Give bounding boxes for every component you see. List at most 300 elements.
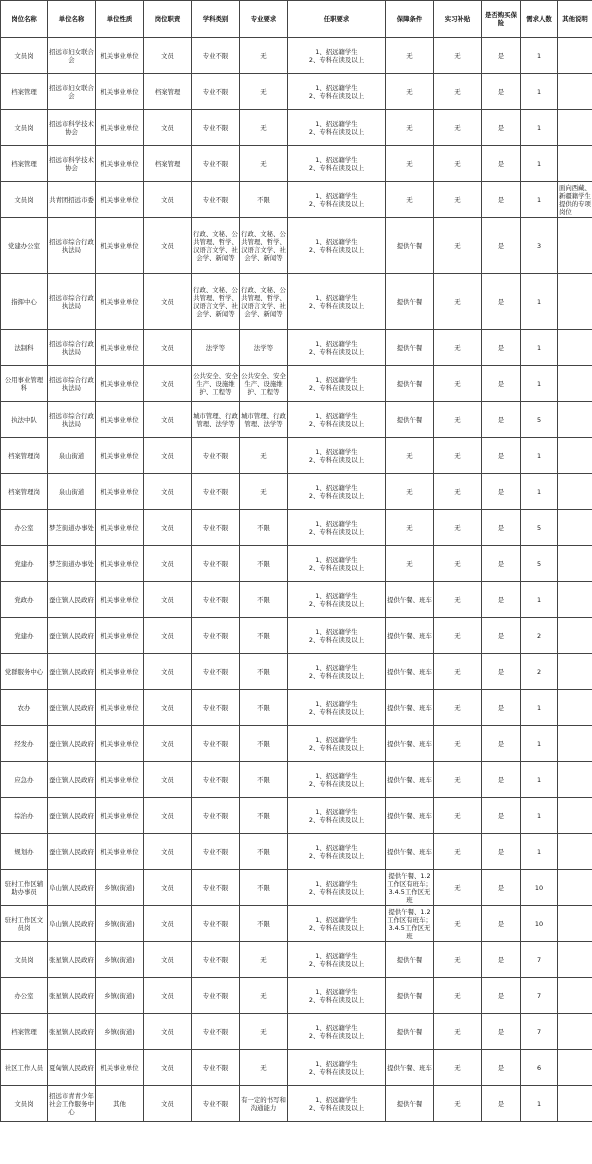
table-cell: 无	[434, 546, 482, 582]
table-cell	[558, 330, 592, 366]
table-cell: 是	[482, 474, 521, 510]
table-cell: 无	[434, 218, 482, 274]
table-cell: 提供午餐	[386, 218, 434, 274]
table-cell: 阜山镇人民政府	[48, 870, 96, 906]
table-cell: 乡镇(街道)	[96, 1014, 144, 1050]
table-cell: 无	[434, 182, 482, 218]
table-cell: 提供午餐、班车	[386, 834, 434, 870]
table-cell: 1、招远籍学生 2、专科在读及以上	[288, 274, 386, 330]
table-cell: 专业不限	[192, 870, 240, 906]
column-header: 单位性质	[96, 1, 144, 38]
table-cell: 5	[521, 402, 558, 438]
table-cell	[558, 1086, 592, 1122]
table-cell: 1、招远籍学生 2、专科在读及以上	[288, 582, 386, 618]
table-cell: 提供午餐	[386, 1086, 434, 1122]
table-cell: 不限	[240, 654, 288, 690]
table-cell: 无	[240, 146, 288, 182]
table-row	[1, 978, 592, 1014]
table-cell: 1、招远籍学生 2、专科在读及以上	[288, 330, 386, 366]
table-cell	[558, 942, 592, 978]
table-cell: 提供午餐	[386, 978, 434, 1014]
table-row	[1, 110, 592, 146]
table-cell: 驻村工作区辅助办事员	[1, 870, 48, 906]
table-cell: 无	[386, 474, 434, 510]
table-cell: 蚕庄镇人民政府	[48, 762, 96, 798]
table-cell: 1、招远籍学生 2、专科在读及以上	[288, 690, 386, 726]
table-cell: 不限	[240, 510, 288, 546]
column-header: 需求人数	[521, 1, 558, 38]
table-cell: 1、招远籍学生 2、专科在读及以上	[288, 74, 386, 110]
table-row	[1, 510, 592, 546]
table-cell: 提供午餐	[386, 274, 434, 330]
table-cell: 1、招远籍学生 2、专科在读及以上	[288, 834, 386, 870]
table-header	[1, 1, 592, 38]
table-cell: 文员	[144, 726, 192, 762]
table-cell: 是	[482, 546, 521, 582]
column-header: 岗位名称	[1, 1, 48, 38]
table-cell	[558, 834, 592, 870]
table-cell: 文员	[144, 510, 192, 546]
table-cell: 1、招远籍学生 2、专科在读及以上	[288, 110, 386, 146]
table-cell: 1	[521, 366, 558, 402]
table-cell: 2	[521, 618, 558, 654]
table-cell: 文员	[144, 438, 192, 474]
table-cell: 文员	[144, 1050, 192, 1086]
table-cell: 机关事业单位	[96, 690, 144, 726]
table-cell: 1	[521, 146, 558, 182]
table-cell	[558, 546, 592, 582]
table-cell: 文员	[144, 366, 192, 402]
table-cell: 提供午餐、班车	[386, 726, 434, 762]
table-cell: 档案管理	[144, 146, 192, 182]
table-cell: 是	[482, 654, 521, 690]
table-cell: 专业不限	[192, 978, 240, 1014]
table-cell: 是	[482, 1086, 521, 1122]
table-cell: 党建办	[1, 546, 48, 582]
table-cell: 机关事业单位	[96, 762, 144, 798]
table-cell: 阜山镇人民政府	[48, 906, 96, 942]
table-row	[1, 182, 592, 218]
table-cell: 1	[521, 834, 558, 870]
table-cell: 文员	[144, 870, 192, 906]
table-cell	[558, 762, 592, 798]
table-cell	[558, 74, 592, 110]
table-cell: 提供午餐	[386, 366, 434, 402]
table-cell: 不限	[240, 762, 288, 798]
table-cell: 无	[386, 38, 434, 74]
table-cell: 是	[482, 510, 521, 546]
table-cell: 无	[434, 438, 482, 474]
table-cell: 机关事业单位	[96, 218, 144, 274]
table-cell: 专业不限	[192, 834, 240, 870]
table-cell: 招远市综合行政执法局	[48, 218, 96, 274]
table-cell: 机关事业单位	[96, 74, 144, 110]
table-cell: 法学等	[240, 330, 288, 366]
table-cell: 提供午餐	[386, 942, 434, 978]
table-cell: 专业不限	[192, 182, 240, 218]
table-cell: 专业不限	[192, 942, 240, 978]
table-cell: 不限	[240, 182, 288, 218]
table-cell: 1、招远籍学生 2、专科在读及以上	[288, 942, 386, 978]
table-cell: 无	[434, 146, 482, 182]
table-cell: 无	[434, 274, 482, 330]
table-cell: 无	[386, 182, 434, 218]
table-cell: 文员	[144, 474, 192, 510]
table-cell: 专业不限	[192, 146, 240, 182]
table-cell: 专业不限	[192, 654, 240, 690]
table-cell: 不限	[240, 726, 288, 762]
table-row	[1, 726, 592, 762]
table-cell: 提供午餐、1.2工作区有班车；3.4.5工作区无班	[387, 907, 432, 940]
table-cell: 机关事业单位	[96, 798, 144, 834]
table-cell: 档案管理	[1, 74, 48, 110]
table-cell: 蚕庄镇人民政府	[48, 834, 96, 870]
table-cell: 无	[434, 978, 482, 1014]
table-cell: 无	[434, 110, 482, 146]
table-cell: 是	[482, 870, 521, 906]
table-cell: 1	[521, 690, 558, 726]
table-cell: 机关事业单位	[96, 1050, 144, 1086]
table-cell: 是	[482, 762, 521, 798]
table-cell: 招远市科学技术协会	[48, 146, 96, 182]
table-row	[1, 1050, 592, 1086]
table-cell: 机关事业单位	[96, 330, 144, 366]
table-row	[1, 870, 592, 906]
table-cell: 文员岗	[1, 942, 48, 978]
table-cell: 无	[434, 510, 482, 546]
table-cell: 文员	[144, 834, 192, 870]
table-cell: 提供午餐、班车	[386, 798, 434, 834]
table-cell: 机关事业单位	[96, 474, 144, 510]
table-cell: 专业不限	[192, 1014, 240, 1050]
table-cell: 经发办	[1, 726, 48, 762]
table-row	[1, 546, 592, 582]
table-cell: 文员	[144, 38, 192, 74]
table-cell: 是	[482, 726, 521, 762]
table-cell	[558, 474, 592, 510]
column-header: 单位名称	[48, 1, 96, 38]
table-cell: 社区工作人员	[1, 1050, 48, 1086]
column-header: 保障条件	[386, 1, 434, 38]
table-cell: 综治办	[1, 798, 48, 834]
table-cell: 规划办	[1, 834, 48, 870]
table-cell: 1、招远籍学生 2、专科在读及以上	[288, 654, 386, 690]
table-cell: 10	[521, 906, 558, 942]
table-cell: 无	[434, 474, 482, 510]
table-cell: 1、招远籍学生 2、专科在读及以上	[288, 182, 386, 218]
table-cell: 档案管理岗	[1, 474, 48, 510]
table-cell: 专业不限	[192, 798, 240, 834]
table-cell: 1、招远籍学生 2、专科在读及以上	[288, 402, 386, 438]
table-cell	[558, 110, 592, 146]
table-cell: 无	[434, 366, 482, 402]
table-cell	[558, 1050, 592, 1086]
table-cell: 是	[482, 1014, 521, 1050]
table-cell: 乡镇(街道)	[96, 906, 144, 942]
table-cell	[558, 798, 592, 834]
table-cell: 专业不限	[192, 110, 240, 146]
table-cell: 党政办	[1, 582, 48, 618]
table-cell: 1、招远籍学生 2、专科在读及以上	[288, 1050, 386, 1086]
table-cell: 招远市综合行政执法局	[48, 330, 96, 366]
column-header: 是否购买保险	[482, 1, 521, 38]
table-cell: 法制科	[1, 330, 48, 366]
table-cell: 是	[482, 38, 521, 74]
table-cell: 机关事业单位	[96, 726, 144, 762]
table-cell: 1	[521, 110, 558, 146]
table-cell: 2	[521, 654, 558, 690]
table-cell: 专业不限	[192, 690, 240, 726]
table-cell: 是	[482, 906, 521, 942]
table-cell	[558, 906, 592, 942]
table-cell: 文员	[144, 582, 192, 618]
table-cell: 1、招远籍学生 2、专科在读及以上	[288, 798, 386, 834]
table-cell: 不限	[240, 546, 288, 582]
table-cell: 文员岗	[1, 38, 48, 74]
table-cell	[558, 218, 592, 274]
table-cell: 蚕庄镇人民政府	[48, 690, 96, 726]
table-body	[1, 38, 592, 1122]
table-cell: 是	[482, 146, 521, 182]
table-row	[1, 330, 592, 366]
table-cell: 执法中队	[1, 402, 48, 438]
table-cell: 1	[521, 74, 558, 110]
table-cell: 1、招远籍学生 2、专科在读及以上	[288, 1086, 386, 1122]
table-cell: 1、招远籍学生 2、专科在读及以上	[288, 474, 386, 510]
table-cell: 1	[521, 438, 558, 474]
table-cell: 档案管理	[144, 74, 192, 110]
table-cell: 面向西藏、新疆籍学生提供的专项岗位	[559, 183, 591, 216]
table-cell: 公共安全、安全生产、设施维护、工程等	[240, 366, 288, 402]
table-cell: 机关事业单位	[96, 402, 144, 438]
table-cell: 1	[521, 474, 558, 510]
table-row	[1, 74, 592, 110]
table-cell: 提供午餐、班车	[386, 1050, 434, 1086]
table-cell: 机关事业单位	[96, 582, 144, 618]
table-cell: 机关事业单位	[96, 182, 144, 218]
table-cell: 是	[482, 330, 521, 366]
table-cell: 蚕庄镇人民政府	[48, 582, 96, 618]
table-row	[1, 618, 592, 654]
table-cell: 夏甸镇人民政府	[48, 1050, 96, 1086]
table-cell: 无	[386, 146, 434, 182]
table-cell: 机关事业单位	[96, 618, 144, 654]
header-row	[1, 1, 592, 38]
table-cell: 提供午餐、班车	[386, 690, 434, 726]
table-cell: 无	[434, 690, 482, 726]
table-cell: 无	[386, 546, 434, 582]
table-cell: 党建办	[1, 618, 48, 654]
table-cell	[558, 38, 592, 74]
table-cell: 是	[482, 1050, 521, 1086]
table-cell	[558, 510, 592, 546]
table-cell: 专业不限	[192, 438, 240, 474]
table-cell: 文员	[144, 654, 192, 690]
table-cell: 提供午餐、1.2工作区有班车；3.4.5工作区无班	[387, 871, 432, 904]
table-cell: 文员	[144, 330, 192, 366]
table-cell: 1、招远籍学生 2、专科在读及以上	[288, 38, 386, 74]
table-cell: 无	[434, 942, 482, 978]
table-cell: 不限	[240, 834, 288, 870]
table-cell: 文员	[144, 942, 192, 978]
table-cell: 1	[521, 726, 558, 762]
table-cell: 无	[386, 510, 434, 546]
table-cell: 乡镇(街道)	[96, 870, 144, 906]
table-cell: 文员岗	[1, 110, 48, 146]
table-cell	[558, 978, 592, 1014]
table-cell: 机关事业单位	[96, 834, 144, 870]
table-cell: 专业不限	[192, 1086, 240, 1122]
table-cell: 机关事业单位	[96, 110, 144, 146]
table-cell: 乡镇(街道)	[96, 942, 144, 978]
table-row	[1, 690, 592, 726]
table-cell: 1、招远籍学生 2、专科在读及以上	[288, 546, 386, 582]
table-cell: 文员	[144, 1014, 192, 1050]
table-cell: 提供午餐、班车	[386, 762, 434, 798]
table-cell: 1	[521, 1086, 558, 1122]
table-cell: 1、招远籍学生 2、专科在读及以上	[288, 510, 386, 546]
table-cell: 机关事业单位	[96, 366, 144, 402]
table-cell: 不限	[240, 690, 288, 726]
table-cell: 1、招远籍学生 2、专科在读及以上	[288, 762, 386, 798]
table-cell: 无	[386, 438, 434, 474]
table-cell: 是	[482, 110, 521, 146]
table-cell: 乡镇(街道)	[96, 978, 144, 1014]
table-cell: 1	[521, 38, 558, 74]
table-cell: 蚕庄镇人民政府	[48, 726, 96, 762]
table-row	[1, 834, 592, 870]
table-cell: 蚕庄镇人民政府	[48, 798, 96, 834]
table-cell: 文员	[144, 402, 192, 438]
table-cell: 文员	[144, 618, 192, 654]
table-cell: 无	[434, 834, 482, 870]
table-cell: 驻村工作区文员岗	[1, 906, 48, 942]
table-cell: 城市管理、行政管理、法学等	[240, 402, 288, 438]
table-cell: 机关事业单位	[96, 274, 144, 330]
table-cell: 不限	[240, 798, 288, 834]
table-cell: 文员	[144, 110, 192, 146]
table-cell: 是	[482, 618, 521, 654]
table-cell: 机关事业单位	[96, 510, 144, 546]
table-cell	[558, 274, 592, 330]
table-row	[1, 762, 592, 798]
table-cell: 无	[434, 1050, 482, 1086]
table-cell: 是	[482, 978, 521, 1014]
table-cell: 提供午餐	[386, 402, 434, 438]
table-cell: 6	[521, 1050, 558, 1086]
table-cell: 10	[521, 870, 558, 906]
table-cell: 无	[434, 726, 482, 762]
column-header: 岗位职责	[144, 1, 192, 38]
table-cell: 7	[521, 1014, 558, 1050]
table-cell: 无	[386, 74, 434, 110]
table-row	[1, 654, 592, 690]
table-cell: 无	[434, 618, 482, 654]
table-row	[1, 1086, 592, 1122]
table-row	[1, 402, 592, 438]
table-cell	[558, 870, 592, 906]
column-header: 任职要求	[288, 1, 386, 38]
table-cell: 无	[386, 110, 434, 146]
table-cell: 1	[521, 582, 558, 618]
table-cell	[558, 366, 592, 402]
table-cell: 无	[240, 38, 288, 74]
table-cell: 蚕庄镇人民政府	[48, 654, 96, 690]
table-cell: 专业不限	[192, 726, 240, 762]
table-row	[1, 906, 592, 942]
table-cell	[558, 582, 592, 618]
table-cell: 应急办	[1, 762, 48, 798]
table-cell: 梦芝街道办事处	[48, 510, 96, 546]
table-cell: 法学等	[192, 330, 240, 366]
table-cell: 1	[521, 330, 558, 366]
table-cell: 1、招远籍学生 2、专科在读及以上	[288, 618, 386, 654]
table-cell: 档案管理岗	[1, 438, 48, 474]
table-cell: 专业不限	[192, 74, 240, 110]
table-cell: 机关事业单位	[96, 438, 144, 474]
table-row	[1, 218, 592, 274]
table-cell: 张星镇人民政府	[48, 942, 96, 978]
table-cell: 无	[434, 38, 482, 74]
table-row	[1, 798, 592, 834]
table-cell: 招远市科学技术协会	[48, 110, 96, 146]
table-cell: 无	[434, 402, 482, 438]
table-row	[1, 438, 592, 474]
table-cell: 档案管理	[1, 146, 48, 182]
table-cell	[558, 402, 592, 438]
table-cell: 提供午餐、班车	[386, 618, 434, 654]
table-cell: 专业不限	[192, 762, 240, 798]
table-cell: 城市管理、行政管理、法学等	[192, 402, 240, 438]
table-cell	[558, 1014, 592, 1050]
column-header: 专业要求	[240, 1, 288, 38]
table-cell: 是	[482, 798, 521, 834]
table-cell: 1、招远籍学生 2、专科在读及以上	[288, 218, 386, 274]
table-row	[1, 582, 592, 618]
table-cell: 机关事业单位	[96, 546, 144, 582]
table-cell: 文员	[144, 546, 192, 582]
table-cell: 公用事业管理科	[1, 366, 48, 402]
table-cell: 是	[482, 218, 521, 274]
table-cell: 行政、文秘、公共管理、哲学、汉语言文学、社会学、新闻等	[192, 218, 240, 274]
table-cell: 党建办公室	[1, 218, 48, 274]
table-cell: 专业不限	[192, 510, 240, 546]
table-cell: 1	[521, 274, 558, 330]
table-cell: 文员	[144, 182, 192, 218]
table-cell: 文员	[144, 978, 192, 1014]
table-cell: 文员	[144, 762, 192, 798]
table-cell: 是	[482, 834, 521, 870]
table-cell: 无	[434, 762, 482, 798]
table-cell: 张星镇人民政府	[48, 978, 96, 1014]
table-cell: 是	[482, 942, 521, 978]
table-cell: 泉山街道	[48, 474, 96, 510]
table-row	[1, 474, 592, 510]
table-cell: 无	[434, 1086, 482, 1122]
table-cell	[558, 146, 592, 182]
table-cell: 无	[240, 74, 288, 110]
table-cell: 5	[521, 510, 558, 546]
table-cell: 是	[482, 366, 521, 402]
table-cell: 无	[240, 110, 288, 146]
table-cell: 蚕庄镇人民政府	[48, 618, 96, 654]
table-cell: 档案管理	[1, 1014, 48, 1050]
table-cell: 无	[240, 438, 288, 474]
table-cell: 招远市综合行政执法局	[48, 402, 96, 438]
table-row	[1, 1014, 592, 1050]
column-header: 实习补贴	[434, 1, 482, 38]
table-cell: 无	[434, 654, 482, 690]
